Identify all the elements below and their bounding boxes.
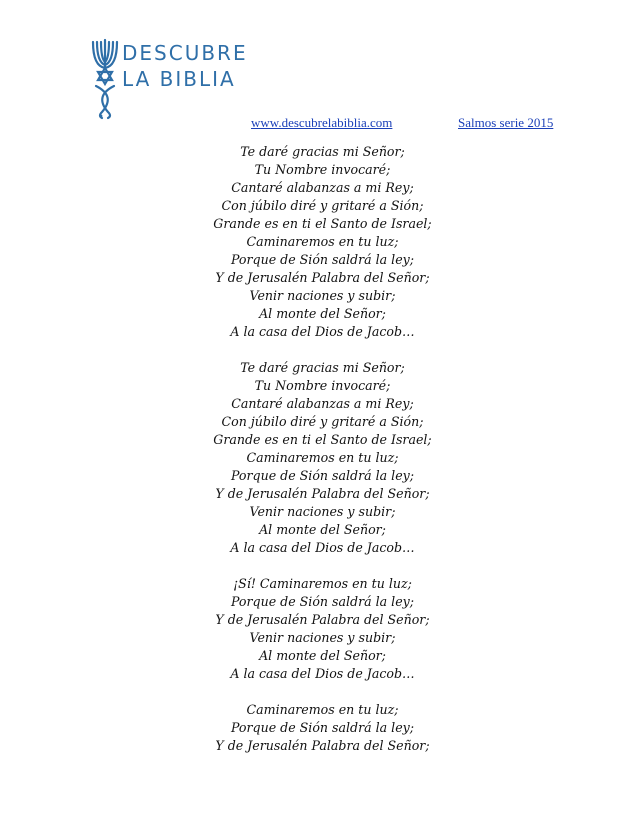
lyric-line: Cantaré alabanzas a mi Rey; bbox=[231, 180, 414, 195]
lyric-line: Venir naciones y subir; bbox=[249, 504, 396, 519]
lyric-line: A la casa del Dios de Jacob… bbox=[230, 540, 415, 555]
series-link[interactable]: Salmos serie 2015 bbox=[458, 115, 554, 130]
lyric-line: Te daré gracias mi Señor; bbox=[240, 360, 405, 375]
stanza-2 bbox=[195, 359, 450, 557]
lyric-line: Porque de Sión saldrá la ley; bbox=[230, 594, 415, 609]
lyric-line: Con júbilo diré y gritaré a Sión; bbox=[221, 198, 424, 213]
lyrics bbox=[195, 143, 450, 773]
lyric-line: Con júbilo diré y gritaré a Sión; bbox=[221, 414, 424, 429]
lyric-line: Cantaré alabanzas a mi Rey; bbox=[231, 396, 414, 411]
menorah-fish-icon bbox=[88, 38, 122, 124]
stanza-4 bbox=[195, 701, 450, 755]
stanza-3 bbox=[195, 575, 450, 683]
lyric-line: A la casa del Dios de Jacob… bbox=[230, 666, 415, 681]
header-row bbox=[0, 115, 638, 133]
logo bbox=[88, 38, 248, 124]
lyric-line: Venir naciones y subir; bbox=[249, 630, 396, 645]
logo-line-2: LA BIBLIA bbox=[122, 67, 236, 91]
logo-line-1: DESCUBRE bbox=[122, 41, 248, 65]
lyric-line: Venir naciones y subir; bbox=[249, 288, 396, 303]
lyric-line: Porque de Sión saldrá la ley; bbox=[230, 252, 415, 267]
lyric-line: Te daré gracias mi Señor; bbox=[240, 144, 405, 159]
logo-text bbox=[122, 40, 248, 92]
lyric-line: Al monte del Señor; bbox=[259, 648, 386, 663]
lyric-line: Tu Nombre invocaré; bbox=[254, 162, 391, 177]
lyric-line: Caminaremos en tu luz; bbox=[246, 234, 399, 249]
lyric-line: Al monte del Señor; bbox=[259, 306, 386, 321]
lyric-line: A la casa del Dios de Jacob… bbox=[230, 324, 415, 339]
lyric-line: Grande es en ti el Santo de Israel; bbox=[213, 216, 432, 231]
site-link[interactable]: www.descubrelabiblia.com bbox=[251, 115, 393, 130]
lyric-line: Porque de Sión saldrá la ley; bbox=[230, 468, 415, 483]
lyric-line: Y de Jerusalén Palabra del Señor; bbox=[215, 486, 430, 501]
lyric-line: Caminaremos en tu luz; bbox=[246, 450, 399, 465]
stanza-1 bbox=[195, 143, 450, 341]
lyric-line: Al monte del Señor; bbox=[259, 522, 386, 537]
lyric-line: Caminaremos en tu luz; bbox=[246, 702, 399, 717]
lyric-line: Tu Nombre invocaré; bbox=[254, 378, 391, 393]
lyric-line: Y de Jerusalén Palabra del Señor; bbox=[215, 612, 430, 627]
lyric-line: Y de Jerusalén Palabra del Señor; bbox=[215, 738, 430, 753]
lyric-line: Y de Jerusalén Palabra del Señor; bbox=[215, 270, 430, 285]
lyric-line: ¡Sí! Caminaremos en tu luz; bbox=[233, 576, 412, 591]
lyric-line: Porque de Sión saldrá la ley; bbox=[230, 720, 415, 735]
lyric-line: Grande es en ti el Santo de Israel; bbox=[213, 432, 432, 447]
